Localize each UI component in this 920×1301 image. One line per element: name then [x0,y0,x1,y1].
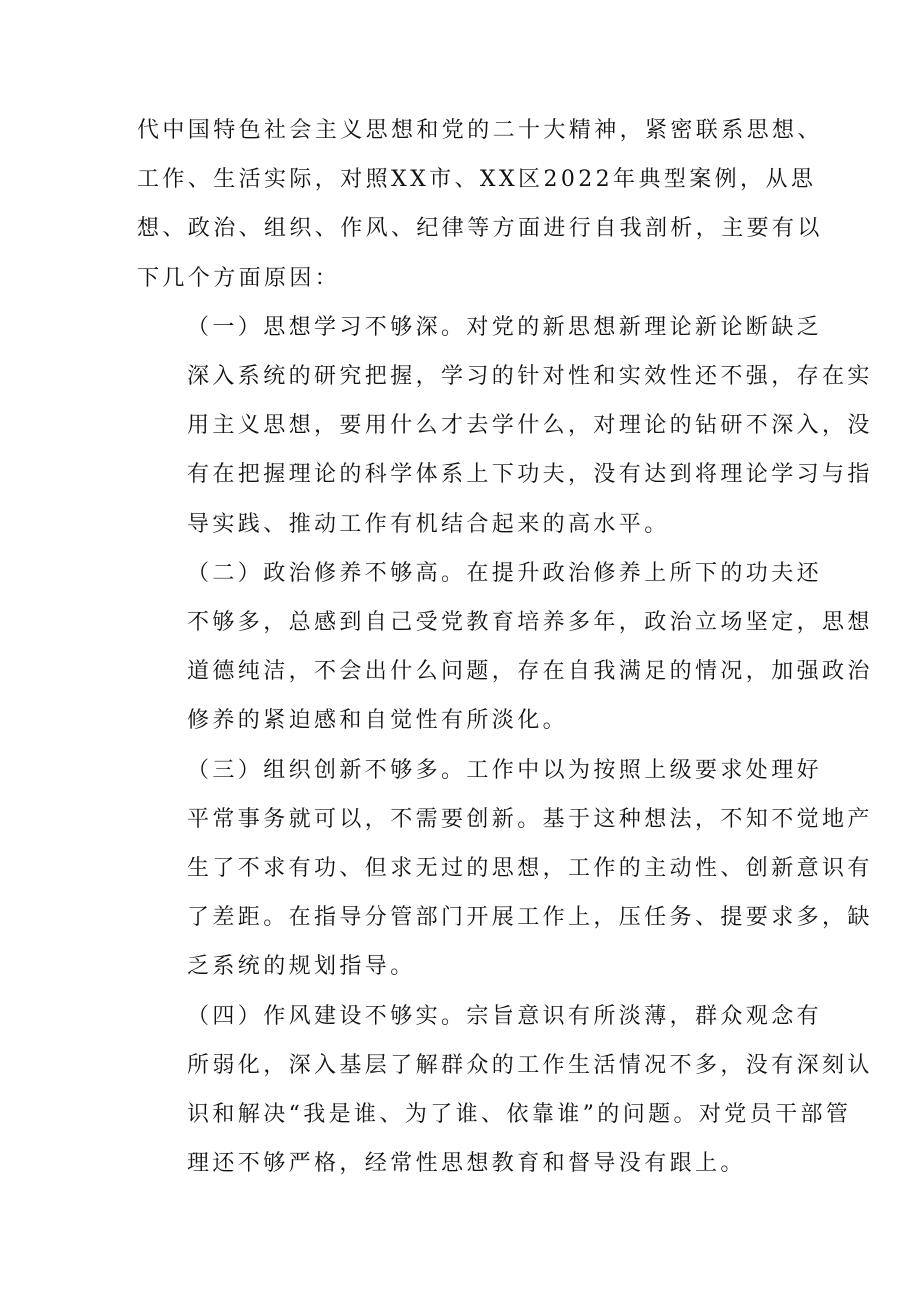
paragraph-section-4 [137,992,873,1189]
text-line: 想、政治、组织、作风、纪律等方面进行自我剖析，主要有以 [137,216,823,242]
text-line: 道德纯洁，不会出什么问题，存在自我满足的情况，加强政治 [187,659,873,685]
text-line: 生了不求有功、但求无过的思想，工作的主动性、创新意识有 [187,856,873,882]
text-line: 理还不够严格，经常性思想教育和督导没有跟上。 [187,1151,746,1177]
text-line: （四）作风建设不够实。宗旨意识有所淡薄，群众观念有 [187,1003,823,1029]
text-line: （一）思想学习不够深。对党的新思想新理论新论断缺乏 [187,314,823,340]
text-line: （二）政治修养不够高。在提升政治修养上所下的功夫还 [187,560,823,586]
text-line: 深入系统的研究把握，学习的针对性和实效性还不强，存在实 [187,364,873,390]
text-line: （三）组织创新不够多。工作中以为按照上级要求处理好 [187,757,823,783]
text-line: 用主义思想，要用什么才去学什么，对理论的钻研不深入，没 [187,413,873,439]
text-line: 代中国特色社会主义思想和党的二十大精神，紧密联系思想、 [137,118,823,143]
text-line: 所弱化，深入基层了解群众的工作生活情况不多，没有深刻认 [187,1052,873,1078]
text-line: 了差距。在指导分管部门开展工作上，压任务、提要求多，缺 [187,905,873,931]
text-line: 不够多，总感到自己受党教育培养多年，政治立场坚定，思想 [187,610,873,636]
document-body [137,106,873,1188]
paragraph-section-1 [137,303,873,549]
paragraph-section-2 [137,549,873,746]
text-line: 识和解决“我是谁、为了谁、依靠谁”的问题。对党员干部管 [187,1102,852,1128]
paragraph-section-3 [137,746,873,992]
text-line: 导实践、推动工作有机结合起来的高水平。 [187,511,670,537]
paragraph-intro-continuation [137,106,823,303]
text-line: 乏系统的规划指导。 [187,954,416,980]
text-line: 修养的紧迫感和自觉性有所淡化。 [187,708,569,734]
text-line: 下几个方面原因： [137,265,341,291]
text-line: 工作、生活实际，对照XX市、XX区2022年典型案例，从思 [137,167,817,193]
text-line: 平常事务就可以，不需要创新。基于这种想法，不知不觉地产 [187,806,873,832]
text-line: 有在把握理论的科学体系上下功夫，没有达到将理论学习与指 [187,462,873,488]
